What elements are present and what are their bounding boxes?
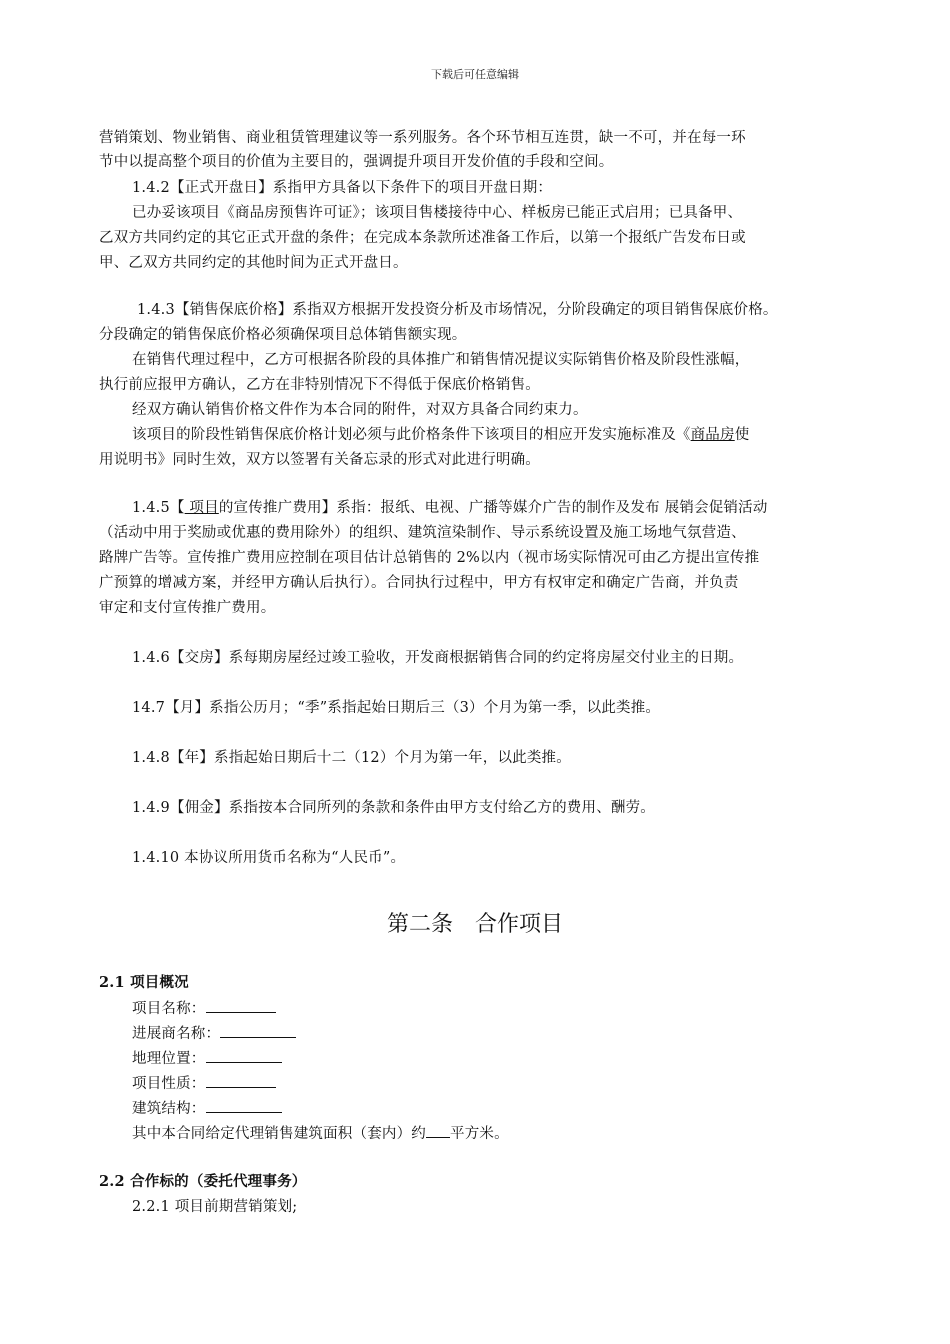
paragraph-line: 路牌广告等。宣传推广费用应控制在项目估计总销售的 2%以内（视市场实际情况可由乙方提出宣传推: [99, 550, 760, 566]
paragraph-line: 营销策划、物业销售、商业租赁管理建议等一系列服务。各个环节相互连贯，缺一不可，并在每一环: [99, 130, 746, 146]
clause-1-4-5: [132, 498, 768, 518]
paragraph-line: 在销售代理过程中，乙方可根据各阶段的具体推广和销售情况提议实际销售价格及阶段性涨幅，: [132, 352, 750, 368]
field-label: 建筑结构：: [132, 1101, 206, 1117]
paragraph-line: [132, 425, 749, 445]
clause-1-4-9: 1.4.9【佣金】系指按本合同所列的条款和条件由甲方支付给乙方的费用、酬劳。: [132, 800, 655, 816]
blank-line: [206, 1048, 282, 1063]
text-span: 其中本合同给定代理销售建筑面积（套内）约: [132, 1126, 426, 1142]
blank-line: [206, 1098, 282, 1113]
blank-line: [206, 1073, 276, 1088]
paragraph-line: （活动中用于奖励或优惠的费用除外）的组织、建筑渲染制作、导示系统设置及施工场地气氛营造、: [99, 525, 746, 541]
blank-line: [220, 1023, 296, 1038]
paragraph-line: 用说明书》同时生效，双方以签署有关备忘录的形式对此进行明确。: [99, 452, 540, 468]
clause-1-4-6: 1.4.6【交房】系每期房屋经过竣工验收，开发商根据销售合同的约定将房屋交付业主的日期。: [132, 650, 744, 666]
clause-1-4-2: 1.4.2【正式开盘日】系指甲方具备以下条件下的项目开盘日期：: [132, 180, 553, 196]
field-label: 项目性质：: [132, 1076, 206, 1092]
blank-line: [206, 998, 276, 1013]
text-span: 使: [734, 427, 750, 443]
underlined-text: 项目: [184, 500, 219, 516]
field-developer: [132, 1023, 296, 1044]
text-span: 该项目的阶段性销售保底价格计划必须与此价格条件下该项目的相应开发实施标准及《: [132, 427, 691, 443]
clause-1-4-3: 1.4.3【销售保底价格】系指双方根据开发投资分析及市场情况，分阶段确定的项目销售保底价格。: [137, 302, 778, 318]
text-span: 平方米。: [450, 1126, 509, 1142]
field-location: [132, 1048, 282, 1069]
field-project-name: [132, 998, 276, 1019]
clause-1-4-10: 1.4.10 本协议所用货币名称为“人民币”。: [132, 850, 406, 866]
paragraph-line: 经双方确认销售价格文件作为本合同的附件，对双方具备合同约束力。: [132, 402, 588, 418]
field-label: 进展商名称：: [132, 1026, 221, 1042]
section-title: 第二条 合作项目: [386, 912, 563, 937]
field-nature: [132, 1073, 276, 1094]
section-2-2-heading: 2.2 合作标的（委托代理事务）: [99, 1173, 307, 1190]
paragraph-line: 审定和支付宣传推广费用。: [99, 600, 276, 616]
clause-1-4-7: 14.7【月】系指公历月；“季”系指起始日期后三（3）个月为第一季，以此类推。: [132, 700, 661, 716]
page-header: 下载后可任意编辑: [431, 68, 519, 81]
clause-1-4-8: 1.4.8【年】系指起始日期后十二（12）个月为第一年，以此类推。: [132, 750, 571, 766]
text-span: 1.4.5【: [132, 500, 185, 516]
underlined-text: 商品房: [690, 427, 735, 443]
paragraph-line: 已办妥该项目《商品房预售许可证》；该项目售楼接待中心、样板房已能正式启用；已具备甲、: [132, 205, 743, 221]
paragraph-line: 广预算的增减方案，并经甲方确认后执行）。合同执行过程中，甲方有权审定和确定广告商，并负责: [99, 575, 739, 591]
section-2-1-heading: 2.1 项目概况: [99, 974, 189, 991]
area-line: [132, 1123, 509, 1144]
paragraph-line: 甲、乙双方共同约定的其他时间为正式开盘日。: [99, 255, 408, 271]
paragraph-line: 节中以提高整个项目的价值为主要目的，强调提升项目开发价值的手段和空间。: [99, 154, 614, 170]
paragraph-line: 执行前应报甲方确认，乙方在非特别情况下不得低于保底价格销售。: [99, 377, 540, 393]
field-structure: [132, 1098, 282, 1119]
field-label: 项目名称：: [132, 1001, 206, 1017]
paragraph-line: 乙双方共同约定的其它正式开盘的条件；在完成本条款所述准备工作后，以第一个报纸广告发布日或: [99, 230, 746, 246]
paragraph-line: 分段确定的销售保底价格必须确保项目总体销售额实现。: [99, 327, 467, 343]
field-label: 地理位置：: [132, 1051, 206, 1067]
clause-2-2-1: 2.2.1 项目前期营销策划;: [132, 1199, 298, 1215]
blank-line: [426, 1123, 450, 1138]
text-span: 的宣传推广费用】系指：报纸、电视、广播等媒介广告的制作及发布 展销会促销活动: [218, 500, 768, 516]
